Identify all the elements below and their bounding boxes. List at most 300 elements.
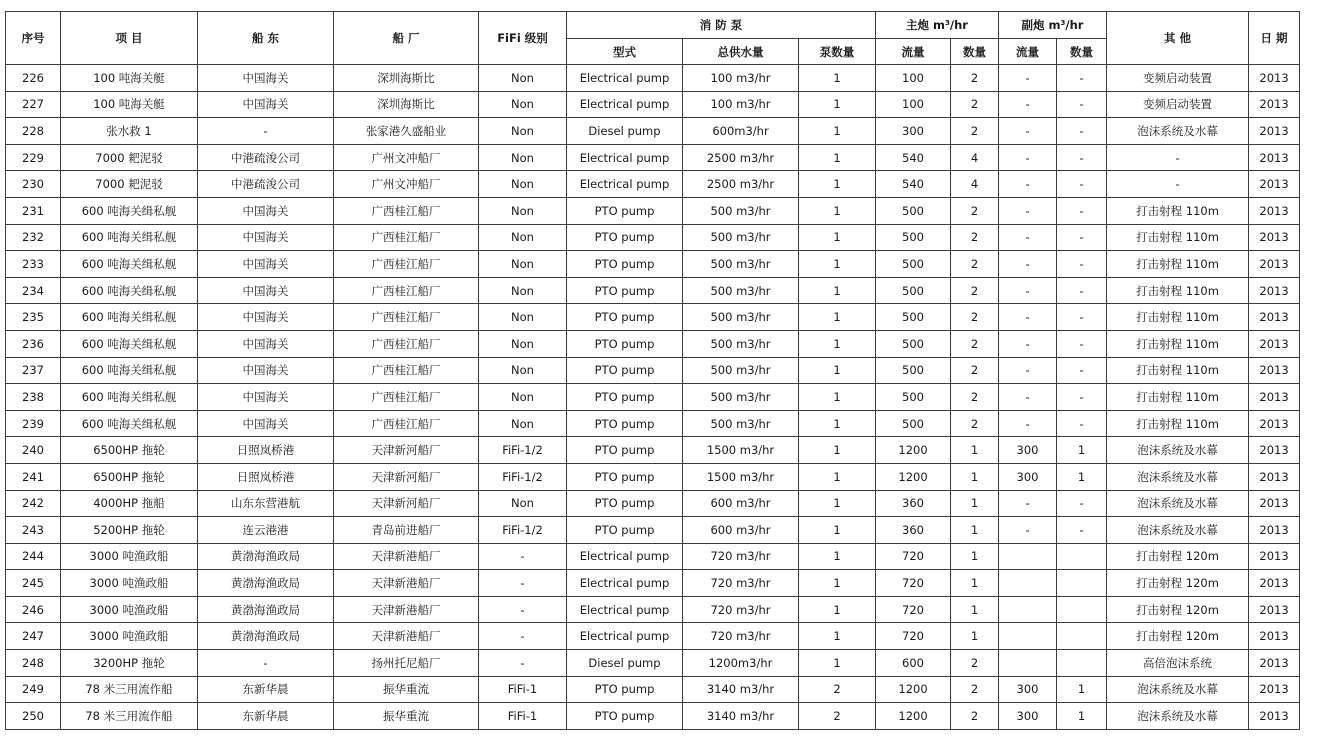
- pump-flow-cell: 100 m3/hr: [683, 65, 799, 92]
- table-row: [6, 65, 1300, 92]
- pump-qty-cell: 1: [799, 463, 876, 490]
- main-flow-cell: 540: [876, 144, 951, 171]
- main-flow-cell: 500: [876, 251, 951, 278]
- pump-type-cell: PTO pump: [567, 463, 683, 490]
- table-row: [6, 650, 1300, 677]
- pump-flow-cell: 500 m3/hr: [683, 277, 799, 304]
- sub-qty-cell: -: [1057, 277, 1107, 304]
- sub-qty-cell: -: [1057, 171, 1107, 198]
- main-qty-cell: 2: [951, 91, 999, 118]
- main-flow-cell: 720: [876, 543, 951, 570]
- sub-qty-cell: -: [1057, 357, 1107, 384]
- pump-flow-cell: 500 m3/hr: [683, 197, 799, 224]
- other-cell: 变频启动装置: [1107, 91, 1249, 118]
- yard-cell: 广西桂江船厂: [334, 410, 479, 437]
- main-qty-cell: 1: [951, 543, 999, 570]
- pump-qty-cell: 1: [799, 251, 876, 278]
- header-main-qty: 数量: [951, 39, 999, 65]
- item-cell: 78 米三用流作船: [61, 703, 198, 730]
- item-cell: 100 吨海关艇: [61, 65, 198, 92]
- yard-cell: 张家港久盛船业: [334, 118, 479, 145]
- date-cell: 2013: [1249, 330, 1300, 357]
- main-cannon-sup: 3: [945, 19, 950, 27]
- pump-type-cell: PTO pump: [567, 490, 683, 517]
- pump-type-cell: Electrical pump: [567, 596, 683, 623]
- table-row: [6, 384, 1300, 411]
- sub-qty-cell: -: [1057, 330, 1107, 357]
- sub-flow-cell: -: [999, 410, 1057, 437]
- pump-type-cell: PTO pump: [567, 676, 683, 703]
- seq-cell: 248: [6, 650, 61, 677]
- main-qty-cell: 2: [951, 357, 999, 384]
- main-flow-cell: 1200: [876, 437, 951, 464]
- other-cell: 泡沫系统及水幕: [1107, 490, 1249, 517]
- sub-qty-cell: -: [1057, 410, 1107, 437]
- main-flow-cell: 720: [876, 596, 951, 623]
- main-qty-cell: 1: [951, 517, 999, 544]
- pump-qty-cell: 1: [799, 91, 876, 118]
- date-cell: 2013: [1249, 277, 1300, 304]
- table-row: [6, 623, 1300, 650]
- header-pump-flow: 总供水量: [683, 39, 799, 65]
- header-main-cannon: [876, 12, 999, 39]
- sub-cannon-suffix: /hr: [1065, 18, 1084, 32]
- pump-qty-cell: 1: [799, 517, 876, 544]
- main-qty-cell: 1: [951, 463, 999, 490]
- fifi-cell: Non: [479, 357, 567, 384]
- sub-qty-cell: -: [1057, 251, 1107, 278]
- date-cell: 2013: [1249, 91, 1300, 118]
- owner-cell: 连云港港: [198, 517, 334, 544]
- header-pump-type: 型式: [567, 39, 683, 65]
- item-cell: 6500HP 拖轮: [61, 437, 198, 464]
- main-qty-cell: 1: [951, 437, 999, 464]
- seq-cell: 242: [6, 490, 61, 517]
- main-qty-cell: 2: [951, 384, 999, 411]
- other-cell: 打击射程 110m: [1107, 224, 1249, 251]
- pump-flow-cell: 1200m3/hr: [683, 650, 799, 677]
- table-body: [6, 65, 1300, 730]
- other-cell: -: [1107, 171, 1249, 198]
- other-cell: 泡沫系统及水幕: [1107, 517, 1249, 544]
- item-cell: 3000 吨渔政船: [61, 543, 198, 570]
- owner-cell: 中国海关: [198, 410, 334, 437]
- main-cannon-suffix: /hr: [949, 18, 968, 32]
- pump-qty-cell: 2: [799, 676, 876, 703]
- sub-flow-cell: 300: [999, 703, 1057, 730]
- fifi-cell: Non: [479, 490, 567, 517]
- sub-qty-cell: [1057, 543, 1107, 570]
- sub-qty-cell: -: [1057, 65, 1107, 92]
- seq-cell: 245: [6, 570, 61, 597]
- date-cell: 2013: [1249, 410, 1300, 437]
- date-cell: 2013: [1249, 384, 1300, 411]
- pump-type-cell: PTO pump: [567, 330, 683, 357]
- seq-cell: 233: [6, 251, 61, 278]
- pump-type-cell: PTO pump: [567, 437, 683, 464]
- table-row: [6, 437, 1300, 464]
- item-cell: 600 吨海关缉私舰: [61, 251, 198, 278]
- fire-pump-table-sheet: [5, 11, 1299, 730]
- header-yard: 船 厂: [334, 12, 479, 65]
- fifi-cell: -: [479, 543, 567, 570]
- other-cell: 变频启动装置: [1107, 65, 1249, 92]
- fifi-cell: Non: [479, 91, 567, 118]
- owner-cell: 中港疏浚公司: [198, 144, 334, 171]
- fifi-cell: Non: [479, 277, 567, 304]
- main-flow-cell: 720: [876, 623, 951, 650]
- yard-cell: 广西桂江船厂: [334, 304, 479, 331]
- pump-qty-cell: 1: [799, 650, 876, 677]
- header-sub-qty: 数量: [1057, 39, 1107, 65]
- owner-cell: 中国海关: [198, 65, 334, 92]
- seq-cell: 249: [6, 676, 61, 703]
- item-cell: 600 吨海关缉私舰: [61, 410, 198, 437]
- date-cell: 2013: [1249, 517, 1300, 544]
- main-qty-cell: 2: [951, 277, 999, 304]
- table-header: [6, 12, 1300, 65]
- sub-cannon-sup: 3: [1060, 19, 1066, 27]
- yard-cell: 深圳海斯比: [334, 91, 479, 118]
- pump-flow-cell: 600 m3/hr: [683, 490, 799, 517]
- seq-cell: 240: [6, 437, 61, 464]
- main-flow-cell: 100: [876, 65, 951, 92]
- pump-type-cell: Electrical pump: [567, 171, 683, 198]
- yard-cell: 天津新港船厂: [334, 570, 479, 597]
- main-qty-cell: 4: [951, 171, 999, 198]
- main-flow-cell: 500: [876, 224, 951, 251]
- header-sub-flow: 流量: [999, 39, 1057, 65]
- fifi-cell: -: [479, 596, 567, 623]
- pump-type-cell: Diesel pump: [567, 650, 683, 677]
- table-row: [6, 91, 1300, 118]
- main-flow-cell: 1200: [876, 676, 951, 703]
- table-row: [6, 517, 1300, 544]
- seq-cell: 246: [6, 596, 61, 623]
- pump-flow-cell: 1500 m3/hr: [683, 463, 799, 490]
- pump-qty-cell: 1: [799, 304, 876, 331]
- sub-flow-cell: -: [999, 65, 1057, 92]
- item-cell: 3000 吨渔政船: [61, 623, 198, 650]
- date-cell: 2013: [1249, 596, 1300, 623]
- main-flow-cell: 300: [876, 118, 951, 145]
- sub-qty-cell: -: [1057, 118, 1107, 145]
- fifi-cell: Non: [479, 144, 567, 171]
- pump-qty-cell: 2: [799, 703, 876, 730]
- yard-cell: 广西桂江船厂: [334, 330, 479, 357]
- date-cell: 2013: [1249, 623, 1300, 650]
- date-cell: 2013: [1249, 224, 1300, 251]
- seq-cell: 235: [6, 304, 61, 331]
- fifi-cell: Non: [479, 251, 567, 278]
- pump-flow-cell: 500 m3/hr: [683, 304, 799, 331]
- table-row: [6, 251, 1300, 278]
- sub-flow-cell: -: [999, 490, 1057, 517]
- pump-type-cell: PTO pump: [567, 304, 683, 331]
- main-qty-cell: 2: [951, 197, 999, 224]
- owner-cell: 中国海关: [198, 357, 334, 384]
- pump-flow-cell: 1500 m3/hr: [683, 437, 799, 464]
- owner-cell: 日照岚桥港: [198, 463, 334, 490]
- owner-cell: 黄渤海渔政局: [198, 623, 334, 650]
- sub-flow-cell: -: [999, 384, 1057, 411]
- main-flow-cell: 540: [876, 171, 951, 198]
- seq-cell: 229: [6, 144, 61, 171]
- sub-flow-cell: -: [999, 224, 1057, 251]
- header-date: 日 期: [1249, 12, 1300, 65]
- main-qty-cell: 2: [951, 330, 999, 357]
- owner-cell: 黄渤海渔政局: [198, 596, 334, 623]
- pump-qty-cell: 1: [799, 490, 876, 517]
- main-qty-cell: 2: [951, 410, 999, 437]
- other-cell: -: [1107, 144, 1249, 171]
- sub-qty-cell: -: [1057, 384, 1107, 411]
- item-cell: 78 米三用流作船: [61, 676, 198, 703]
- owner-cell: 东新华晨: [198, 676, 334, 703]
- sub-flow-cell: 300: [999, 676, 1057, 703]
- other-cell: 打击射程 120m: [1107, 623, 1249, 650]
- pump-flow-cell: 720 m3/hr: [683, 570, 799, 597]
- seq-cell: 230: [6, 171, 61, 198]
- pump-flow-cell: 720 m3/hr: [683, 543, 799, 570]
- pump-flow-cell: 720 m3/hr: [683, 596, 799, 623]
- yard-cell: 广州文冲船厂: [334, 171, 479, 198]
- main-qty-cell: 1: [951, 596, 999, 623]
- owner-cell: 中国海关: [198, 224, 334, 251]
- date-cell: 2013: [1249, 65, 1300, 92]
- seq-cell: 250: [6, 703, 61, 730]
- sub-flow-cell: -: [999, 357, 1057, 384]
- sub-flow-cell: -: [999, 330, 1057, 357]
- date-cell: 2013: [1249, 543, 1300, 570]
- item-cell: 张水救 1: [61, 118, 198, 145]
- header-owner: 船 东: [198, 12, 334, 65]
- sub-qty-cell: 1: [1057, 463, 1107, 490]
- fifi-cell: Non: [479, 171, 567, 198]
- table-row: [6, 330, 1300, 357]
- main-flow-cell: 500: [876, 357, 951, 384]
- pump-flow-cell: 500 m3/hr: [683, 384, 799, 411]
- yard-cell: 青岛前进船厂: [334, 517, 479, 544]
- yard-cell: 广西桂江船厂: [334, 277, 479, 304]
- item-cell: 7000 耙泥驳: [61, 144, 198, 171]
- pump-flow-cell: 3140 m3/hr: [683, 703, 799, 730]
- pump-type-cell: PTO pump: [567, 384, 683, 411]
- fifi-cell: FiFi-1/2: [479, 437, 567, 464]
- other-cell: 泡沫系统及水幕: [1107, 703, 1249, 730]
- item-cell: 100 吨海关艇: [61, 91, 198, 118]
- item-cell: 600 吨海关缉私舰: [61, 197, 198, 224]
- table-row: [6, 410, 1300, 437]
- date-cell: 2013: [1249, 197, 1300, 224]
- yard-cell: 天津新港船厂: [334, 596, 479, 623]
- table-row: [6, 118, 1300, 145]
- owner-cell: 黄渤海渔政局: [198, 570, 334, 597]
- sub-qty-cell: -: [1057, 197, 1107, 224]
- sub-flow-cell: -: [999, 171, 1057, 198]
- item-cell: 600 吨海关缉私舰: [61, 304, 198, 331]
- pump-flow-cell: 500 m3/hr: [683, 410, 799, 437]
- pump-type-cell: Diesel pump: [567, 118, 683, 145]
- owner-cell: 中港疏浚公司: [198, 171, 334, 198]
- fifi-cell: Non: [479, 118, 567, 145]
- pump-qty-cell: 1: [799, 596, 876, 623]
- item-cell: 5200HP 拖轮: [61, 517, 198, 544]
- pump-flow-cell: 3140 m3/hr: [683, 676, 799, 703]
- yard-cell: 广西桂江船厂: [334, 384, 479, 411]
- pump-qty-cell: 1: [799, 197, 876, 224]
- fifi-cell: Non: [479, 384, 567, 411]
- sub-flow-cell: -: [999, 277, 1057, 304]
- table-row: [6, 596, 1300, 623]
- main-qty-cell: 1: [951, 570, 999, 597]
- header-seq: 序号: [6, 12, 61, 65]
- pump-qty-cell: 1: [799, 171, 876, 198]
- other-cell: 打击射程 110m: [1107, 251, 1249, 278]
- owner-cell: 中国海关: [198, 384, 334, 411]
- owner-cell: -: [198, 650, 334, 677]
- pump-type-cell: Electrical pump: [567, 144, 683, 171]
- yard-cell: 天津新河船厂: [334, 463, 479, 490]
- pump-qty-cell: 1: [799, 118, 876, 145]
- table-row: [6, 543, 1300, 570]
- date-cell: 2013: [1249, 171, 1300, 198]
- seq-cell: 237: [6, 357, 61, 384]
- main-qty-cell: 2: [951, 676, 999, 703]
- sub-qty-cell: -: [1057, 91, 1107, 118]
- date-cell: 2013: [1249, 650, 1300, 677]
- sub-flow-cell: [999, 570, 1057, 597]
- pump-type-cell: PTO pump: [567, 517, 683, 544]
- date-cell: 2013: [1249, 251, 1300, 278]
- date-cell: 2013: [1249, 570, 1300, 597]
- sub-flow-cell: [999, 543, 1057, 570]
- pump-qty-cell: 1: [799, 224, 876, 251]
- sub-flow-cell: -: [999, 304, 1057, 331]
- pump-flow-cell: 720 m3/hr: [683, 623, 799, 650]
- pump-qty-cell: 1: [799, 437, 876, 464]
- item-cell: 600 吨海关缉私舰: [61, 277, 198, 304]
- seq-cell: 247: [6, 623, 61, 650]
- main-qty-cell: 4: [951, 144, 999, 171]
- table-row: [6, 570, 1300, 597]
- pump-flow-cell: 100 m3/hr: [683, 91, 799, 118]
- header-fifi: FiFi 级别: [479, 12, 567, 65]
- sub-flow-cell: [999, 596, 1057, 623]
- seq-cell: 236: [6, 330, 61, 357]
- sub-qty-cell: [1057, 650, 1107, 677]
- main-cannon-prefix: 主炮 m: [906, 18, 946, 32]
- table-row: [6, 357, 1300, 384]
- owner-cell: 中国海关: [198, 251, 334, 278]
- sub-flow-cell: 300: [999, 437, 1057, 464]
- table-row: [6, 490, 1300, 517]
- pump-flow-cell: 2500 m3/hr: [683, 171, 799, 198]
- fifi-cell: FiFi-1/2: [479, 517, 567, 544]
- seq-cell: 238: [6, 384, 61, 411]
- sub-qty-cell: 1: [1057, 437, 1107, 464]
- sub-flow-cell: 300: [999, 463, 1057, 490]
- item-cell: 3000 吨渔政船: [61, 596, 198, 623]
- other-cell: 打击射程 110m: [1107, 277, 1249, 304]
- sub-qty-cell: [1057, 623, 1107, 650]
- yard-cell: 天津新港船厂: [334, 543, 479, 570]
- owner-cell: 中国海关: [198, 304, 334, 331]
- main-flow-cell: 500: [876, 410, 951, 437]
- main-flow-cell: 720: [876, 570, 951, 597]
- pump-qty-cell: 1: [799, 410, 876, 437]
- main-flow-cell: 500: [876, 197, 951, 224]
- fifi-cell: Non: [479, 197, 567, 224]
- main-qty-cell: 2: [951, 304, 999, 331]
- table-row: [6, 197, 1300, 224]
- pump-type-cell: Electrical pump: [567, 91, 683, 118]
- sub-qty-cell: 1: [1057, 676, 1107, 703]
- date-cell: 2013: [1249, 490, 1300, 517]
- sub-cannon-prefix: 副炮 m: [1021, 18, 1061, 32]
- main-qty-cell: 2: [951, 118, 999, 145]
- pump-type-cell: PTO pump: [567, 410, 683, 437]
- table-row: [6, 171, 1300, 198]
- pump-qty-cell: 1: [799, 384, 876, 411]
- yard-cell: 振华重流: [334, 676, 479, 703]
- pump-type-cell: PTO pump: [567, 277, 683, 304]
- item-cell: 600 吨海关缉私舰: [61, 224, 198, 251]
- main-flow-cell: 100: [876, 91, 951, 118]
- fifi-cell: FiFi-1: [479, 703, 567, 730]
- main-qty-cell: 1: [951, 623, 999, 650]
- other-cell: 打击射程 110m: [1107, 410, 1249, 437]
- header-pump-group: 消 防 泵: [567, 12, 876, 39]
- other-cell: 打击射程 120m: [1107, 596, 1249, 623]
- other-cell: 泡沫系统及水幕: [1107, 463, 1249, 490]
- yard-cell: 深圳海斯比: [334, 65, 479, 92]
- date-cell: 2013: [1249, 437, 1300, 464]
- sub-flow-cell: -: [999, 91, 1057, 118]
- owner-cell: 中国海关: [198, 277, 334, 304]
- fifi-cell: FiFi-1/2: [479, 463, 567, 490]
- table-row: [6, 144, 1300, 171]
- header-sub-cannon: [999, 12, 1107, 39]
- main-flow-cell: 500: [876, 384, 951, 411]
- pump-type-cell: Electrical pump: [567, 623, 683, 650]
- pump-flow-cell: 600m3/hr: [683, 118, 799, 145]
- fifi-cell: Non: [479, 65, 567, 92]
- item-cell: 4000HP 拖船: [61, 490, 198, 517]
- date-cell: 2013: [1249, 463, 1300, 490]
- fifi-cell: FiFi-1: [479, 676, 567, 703]
- sub-qty-cell: -: [1057, 144, 1107, 171]
- yard-cell: 广西桂江船厂: [334, 357, 479, 384]
- owner-cell: 山东东营港航: [198, 490, 334, 517]
- other-cell: 打击射程 120m: [1107, 543, 1249, 570]
- pump-qty-cell: 1: [799, 570, 876, 597]
- pump-flow-cell: 500 m3/hr: [683, 330, 799, 357]
- main-qty-cell: 2: [951, 65, 999, 92]
- item-cell: 6500HP 拖轮: [61, 463, 198, 490]
- pump-qty-cell: 1: [799, 144, 876, 171]
- pump-type-cell: PTO pump: [567, 224, 683, 251]
- pump-qty-cell: 1: [799, 543, 876, 570]
- main-flow-cell: 500: [876, 330, 951, 357]
- other-cell: 泡沫系统及水幕: [1107, 118, 1249, 145]
- other-cell: 打击射程 110m: [1107, 304, 1249, 331]
- table-row: [6, 277, 1300, 304]
- item-cell: 7000 耙泥驳: [61, 171, 198, 198]
- pump-qty-cell: 1: [799, 357, 876, 384]
- pump-type-cell: Electrical pump: [567, 543, 683, 570]
- fifi-cell: -: [479, 570, 567, 597]
